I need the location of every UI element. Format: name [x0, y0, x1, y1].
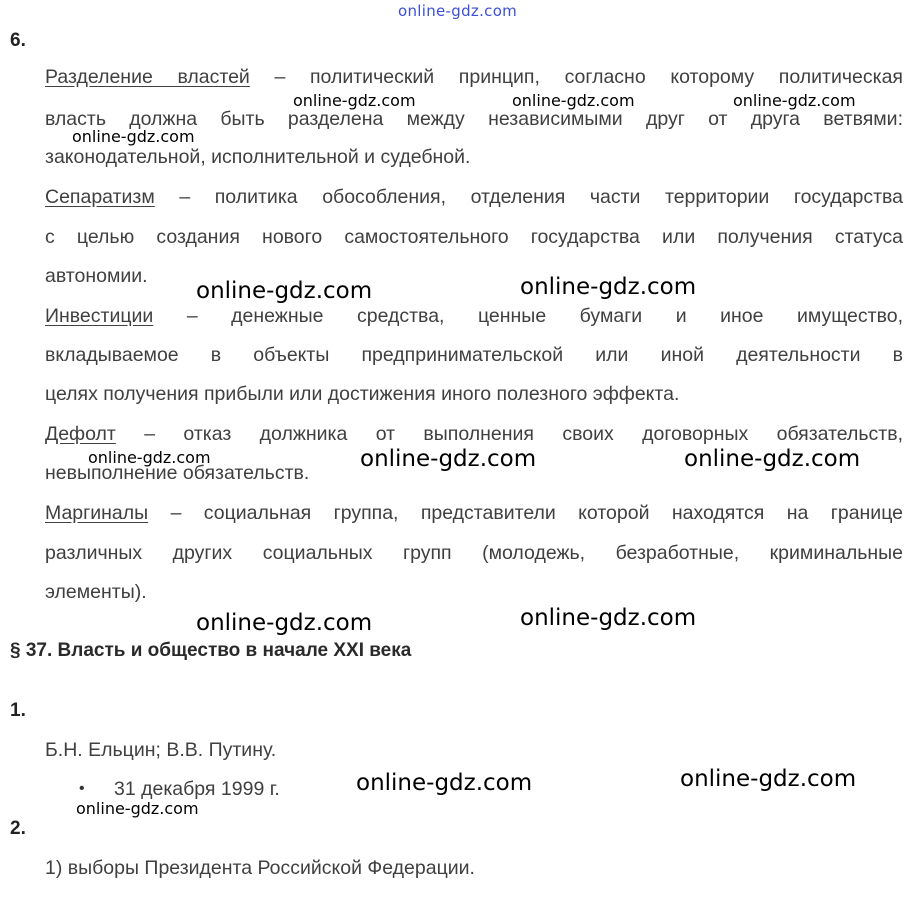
definition-text: – отказ должника от выполнения своих договорных обязательств,	[144, 423, 904, 445]
term-separation-of-powers: Разделение властей	[45, 66, 250, 88]
definition-marginals-line-3: элементы).	[45, 581, 147, 603]
definition-text: – денежные средства, ценные бумаги и иное имущество,	[186, 305, 903, 327]
definition-investments-line-1	[45, 305, 903, 328]
watermark-text: online-gdz.com	[520, 274, 697, 300]
watermark-text: online-gdz.com	[88, 448, 211, 467]
definition-investments-line-2: вкладываемое в объекты предпринимательской или иной деятельности в	[45, 344, 903, 366]
watermark-text: online-gdz.com	[293, 91, 416, 110]
term-investments: Инвестиции	[45, 305, 154, 327]
definition-investments-line-3: целях получения прибыли или достижения иного полезного эффекта.	[45, 383, 680, 405]
watermark-text: online-gdz.com	[356, 770, 533, 796]
term-marginals: Маргиналы	[45, 502, 149, 524]
definition-text: – социальная группа, представители которой находятся на границе	[170, 502, 903, 524]
term-separatism: Сепаратизм	[45, 186, 155, 208]
watermark-text: online-gdz.com	[512, 91, 635, 110]
bullet-dot: •	[79, 780, 85, 797]
watermark-text: online-gdz.com	[680, 766, 857, 792]
question-number-2: 2.	[10, 818, 26, 839]
watermark-text: online-gdz.com	[684, 446, 861, 472]
definition-separation-of-powers-line-3: законодательной, исполнительной и судебной.	[45, 146, 471, 168]
watermark-text: online-gdz.com	[196, 278, 373, 304]
definition-marginals-line-2: различных других социальных групп (молодежь, безработные, криминальные	[45, 542, 903, 564]
watermark-text: online-gdz.com	[520, 605, 697, 631]
answer-1-bullet: 31 декабря 1999 г.	[114, 778, 280, 800]
question-number-1: 1.	[10, 700, 26, 721]
watermark-text: online-gdz.com	[76, 799, 199, 818]
definition-separatism-line-1	[45, 186, 903, 209]
question-number-6: 6.	[10, 30, 26, 51]
definition-default-line-2: невыполнение обязательств.	[45, 462, 310, 484]
section-heading-37: § 37. Власть и общество в начале XXI века	[10, 640, 412, 661]
definition-marginals-line-1	[45, 502, 903, 525]
definition-text: – политический принцип, согласно которому политическая	[274, 66, 903, 88]
definition-separation-of-powers-line-2: власть должна быть разделена между независимыми друг от друга ветвями:	[45, 108, 903, 130]
definition-text: – политика обособления, отделения части территории государства	[179, 186, 904, 208]
definition-default-line-1	[45, 423, 903, 446]
definition-separation-of-powers-line-1	[45, 66, 903, 89]
watermark-text: online-gdz.com	[72, 127, 195, 146]
watermark-text: online-gdz.com	[196, 610, 373, 636]
definition-separatism-line-2: с целью создания нового самостоятельного государства или получения статуса	[45, 226, 903, 248]
term-default: Дефолт	[45, 423, 116, 445]
answer-1: Б.Н. Ельцин; В.В. Путину.	[45, 739, 277, 761]
answer-2: 1) выборы Президента Российской Федерации.	[45, 857, 475, 879]
watermark-text: online-gdz.com	[360, 446, 537, 472]
watermark-text: online-gdz.com	[733, 91, 856, 110]
top-watermark: online-gdz.com	[398, 2, 518, 20]
definition-separatism-line-3: автономии.	[45, 265, 148, 287]
